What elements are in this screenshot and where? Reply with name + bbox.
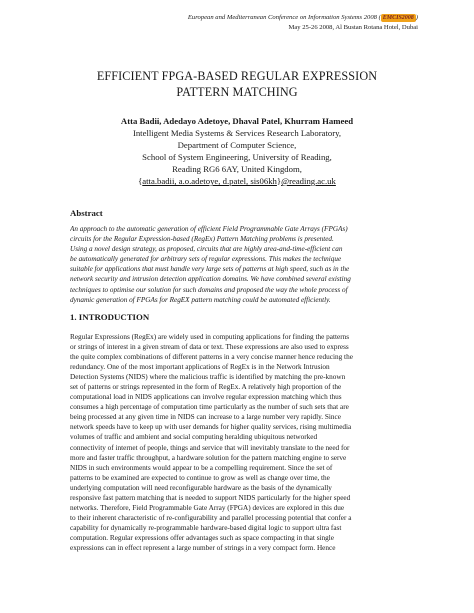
body-line: set of patterns or strings represented in the form of RegEx. A relatively high proportion of the bbox=[70, 383, 342, 392]
body-line: Regular Expressions (RegEx) are widely used in computing applications for finding the patterns bbox=[70, 333, 350, 341]
body-line: NIDS in such environments would appear to be a compelling requirement. Since the set of bbox=[70, 463, 333, 472]
author-names: Atta Badii, Adedayo Adetoye, Dhaval Patel, Khurram Hameed bbox=[120, 116, 354, 126]
abstract-line: An approach to the automatic generation of efficient Field Programmable Gate Arrays (FPGAs) bbox=[70, 225, 348, 233]
body-line: the quite complex combinations of different patterns in a very concise manner hence reducing the bbox=[70, 353, 353, 362]
title-line: EFFICIENT FPGA-BASED REGULAR EXPRESSION bbox=[96, 69, 378, 83]
affiliation-line: Reading RG6 6AY, United Kingdom, bbox=[172, 164, 302, 174]
body-line: consumes a high percentage of computation time particularly as the number of such sets that are bbox=[70, 403, 349, 412]
introduction-text bbox=[70, 332, 407, 553]
affiliation-line: Intelligent Media Systems & Services Research Laboratory, bbox=[132, 128, 342, 138]
paper-title bbox=[0, 68, 474, 100]
title-line: PATTERN MATCHING bbox=[176, 85, 298, 99]
email-domain-link[interactable]: @reading.ac.uk bbox=[281, 176, 336, 186]
abstract-line: Using a novel design strategy, as proposed, circuits that are highly area-and-time-efficient can bbox=[70, 245, 343, 254]
body-line: expressions can in effect represent a large number of strings in a very compact form. Hence bbox=[70, 543, 336, 552]
body-line: volumes of traffic and ambient and social computing heralding ubiquitous networked bbox=[70, 433, 318, 442]
section-heading-introduction: 1. INTRODUCTION bbox=[70, 312, 150, 322]
date-venue: May 25-26 2008, Al Bustan Rotana Hotel, Dubai bbox=[288, 23, 418, 31]
page-header bbox=[58, 13, 418, 32]
abstract-line: circuits for the Regular Expression-based (RegEx) Pattern Matching problems is presented. bbox=[70, 235, 334, 244]
email-brace-close: } bbox=[276, 176, 282, 186]
body-line: responsive fast pattern matching that is needed to support NIDS particularly for the higher speed bbox=[70, 493, 351, 502]
email-link[interactable]: atta.badii, a.o.adetoye, d.patel, sis06kh bbox=[142, 176, 277, 186]
affiliation-line: Department of Computer Science, bbox=[177, 140, 297, 150]
abstract-text bbox=[70, 224, 407, 305]
body-line: Detection Systems (NIDS) where the malicious traffic is identified by matching the pre-known bbox=[70, 373, 346, 382]
abstract-heading: Abstract bbox=[70, 208, 103, 218]
body-line: capability for dynamically re-programmable hardware-based digital logic to support ultra fast bbox=[70, 523, 342, 532]
author-block bbox=[0, 115, 474, 187]
abstract-line: suitable for applications that must handle very large sets of patterns at high speed, such as in the bbox=[70, 265, 350, 274]
body-line: or strings of interest in a given stream of data or text. These expressions are also used to express bbox=[70, 343, 349, 352]
body-line: connectivity of internet of people, things and service that will inevitably translate to the need for bbox=[70, 443, 350, 452]
conference-logo: EMCIS2008 bbox=[382, 15, 414, 21]
body-line: redundancy. One of the most important applications of RegEx is in the Network Intrusion bbox=[70, 363, 330, 372]
body-line: network speeds have to keep up with user demands for higher quality services, rising multimedia bbox=[70, 423, 352, 432]
email-brace-open: { bbox=[138, 176, 143, 186]
conference-name: European and Mediterranean Conference on Information Systems 2008 ( bbox=[187, 14, 381, 21]
body-line: more and faster traffic throughput, a hardware solution for the pattern matching engine to serve bbox=[70, 453, 347, 462]
email-line bbox=[0, 175, 474, 187]
abstract-line: be automatically generated for arbitrary sets of regular expressions. This makes the technique bbox=[70, 255, 342, 264]
body-line: networks. Therefore, Field Programmable Gate Array (FPGA) devices are explored in this due bbox=[70, 503, 345, 512]
conference-line bbox=[58, 13, 418, 23]
body-line: patterns to be examined are expected to continue to grow as well as change over time, the bbox=[70, 473, 330, 482]
body-line: underlying computation will need reconfigurable hardware as the basis of the dynamically bbox=[70, 483, 332, 492]
body-line: to their inherent characteristic of re-configurability and parallel processing potential that confer a bbox=[70, 513, 352, 522]
affiliation-line: School of System Engineering, University of Reading, bbox=[142, 152, 332, 162]
body-line: computation. Regular expressions offer advantages such as space compacting in that single bbox=[70, 533, 335, 542]
conference-close: ) bbox=[415, 14, 418, 21]
abstract-line: dynamic generation of FPGAs for RegEX pattern matching could be automated efficiently. bbox=[70, 295, 331, 304]
abstract-line: techniques to optimise our solution for such domains and proposed the way the whole process of bbox=[70, 285, 348, 294]
abstract-line: network security and intrusion detection application domains. We have combined several existing bbox=[70, 275, 351, 284]
body-line: being processed at any given time in NIDS can increase to a large number very rapidly. Since bbox=[70, 413, 341, 422]
body-line: computational load in NIDS applications can involve regular expression matching which thus bbox=[70, 393, 342, 402]
